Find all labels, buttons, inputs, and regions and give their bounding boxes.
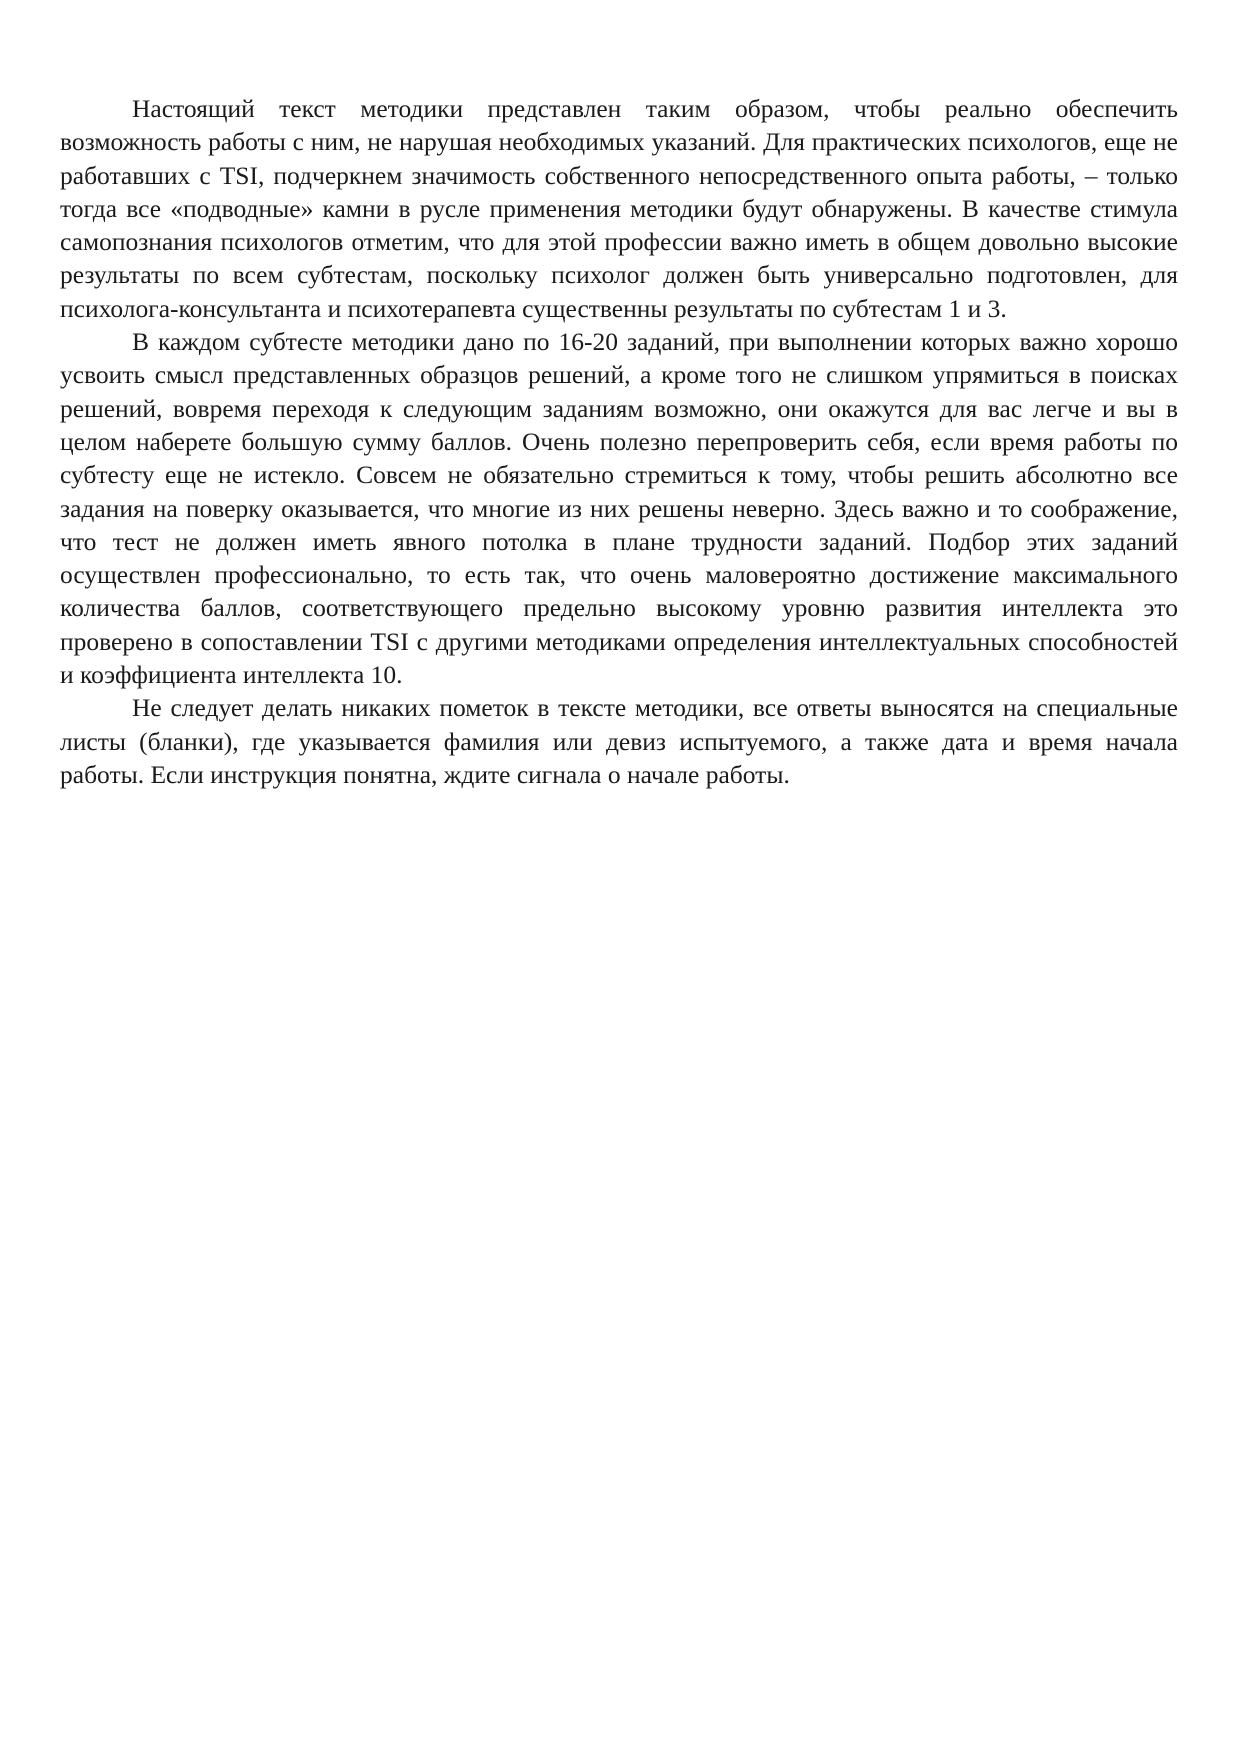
paragraph-instructions: Не следует делать никаких пометок в тексте методики, все ответы выносятся на специальные листы (бланки), где указывается фамилия или девиз испытуемого, а также дата и время начала работы. Если инструкция понятна, ждите сигнала о начале работы. (60, 693, 1178, 789)
document-body (60, 92, 1178, 791)
paragraph-intro: Настоящий текст методики представлен таким образом, чтобы реально обеспечить возможность работы с ним, не нарушая необходимых указаний. Для практических психологов, еще не работавших с TSI, подчеркнем значимость собственного непосредственного опыта работы, – только тогда все «подводные» камни в русле применения методики будут обнаружены. В качестве стимула самопознания психологов отметим, что для этой профессии важно иметь в общем довольно высокие результаты по всем субтестам, поскольку психолог должен быть универсально подготовлен, для психолога-консультанта и психотерапевта существенны результаты по субтестам 1 и 3. (60, 94, 1178, 323)
paragraph-subtests: В каждом субтесте методики дано по 16-20 заданий, при выполнении которых важно хорошо усвоить смысл представленных образцов решений, а кроме того не слишком упрямиться в поисках решений, вовремя переходя к следующим заданиям возможно, они окажутся для вас легче и вы в целом наберете большую сумму баллов. Очень полезно перепроверить себя, если время работы по субтесту еще не истекло. Совсем не обязательно стремиться к тому, чтобы решить абсолютно все задания на поверку оказывается, что многие из них решены неверно. Здесь важно и то соображение, что тест не должен иметь явного потолка в плане трудности заданий. Подбор этих заданий осуществлен профессионально, то есть так, что очень маловероятно достижение максимального количества баллов, соответствующего предельно высокому уровню развития интеллекта это проверено в сопоставлении TSI с другими методиками определения интеллектуальных способностей и коэффициента интеллекта 10. (60, 327, 1178, 690)
